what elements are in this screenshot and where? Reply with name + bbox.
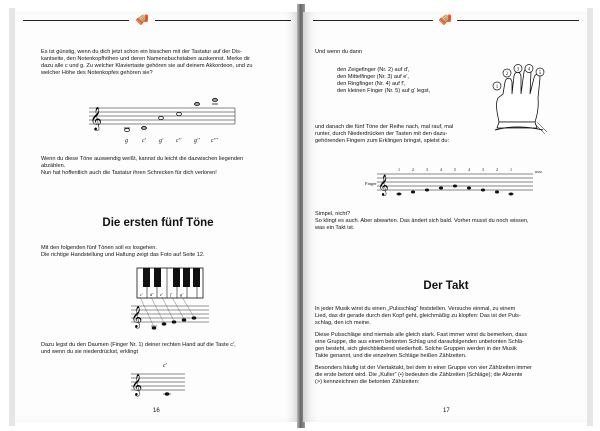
finger-number: 4 (468, 167, 470, 172)
text-line: den Zeigefinger (Nr. 2) auf d', (337, 67, 410, 73)
open-book (3, 2, 597, 428)
text-line: gen besteht, sich gleichbleibend wiederholt. Solche Gruppen werden in der Musik (315, 345, 517, 352)
puls-paragraph (315, 332, 579, 360)
header-rule-left (313, 20, 433, 21)
text-line: den kleinen Finger (Nr. 5) auf g' legst, (337, 87, 431, 94)
finger-number: 1 (495, 85, 499, 90)
after-paragraph (315, 124, 485, 145)
finger-number: 5 (454, 167, 456, 172)
text-line: schlag, den ich meine. (315, 319, 371, 326)
finger-number: 3 (426, 167, 428, 172)
text-line: Takte genannt, und die einzelnen Schläge heißen Zählzeiten. (315, 352, 467, 359)
intro-paragraph (41, 49, 291, 77)
note-label: c' (142, 138, 146, 144)
finger-number: 4 (527, 67, 531, 73)
memo-paragraph (41, 156, 291, 177)
five-tones-paragraph (41, 245, 291, 259)
key-label: c' (140, 292, 143, 297)
text-line: So klingt es auch. Aber abwarten. Das ändert sich bald. Vorher musst du noch wissen, (315, 217, 529, 224)
text-line: Diese Pulsschläge sind niemals alle gleich stark. Fast immer wirst du bemerken, dass (315, 332, 528, 338)
text-line: Lied, das dir gerade durch den Kopf geht, gleichmäßig zu klopfen: Das ist der Puls- (315, 312, 521, 319)
keyboard-diagram (131, 266, 211, 332)
note-label: g (125, 138, 128, 144)
text-line: den Ringfinger (Nr. 4) auf f', (337, 80, 406, 87)
treble-clef-icon: 𝄞 (378, 175, 389, 195)
text-line: Wenn du diese Töne auswendig weißt, kannst du leicht die dazwischen liegenden (41, 156, 244, 162)
finger-number: 3 (482, 167, 484, 172)
staff-c-note (129, 358, 189, 398)
text-line: Nun hat hoffentlich auch die Tastatur ihren Schrecken für dich verloren! (41, 169, 217, 176)
key-label: f' (170, 292, 173, 297)
finger-number: 1 (510, 167, 512, 172)
vier-paragraph (315, 365, 579, 386)
key-label: d' (150, 292, 154, 297)
accordion-icon: 🪗 (438, 13, 452, 26)
header-rule-right (155, 20, 291, 21)
treble-clef-icon: 𝄞 (131, 375, 143, 396)
text-line: welcher Höhe des Notenkopfes gehören sie? (41, 69, 153, 76)
page-number: 16 (153, 408, 160, 414)
intro-line: Und wenn du dann (315, 49, 362, 55)
finger-number: 2 (505, 72, 509, 77)
finger-number: 5 (538, 71, 542, 76)
text-line: und danach die fünf Töne der Reihe nach, mal rauf, mal (315, 124, 454, 130)
text-line: Dazu legst du den Daumen (Finger Nr. 1) deiner rechten Hand auf die Taste c', (41, 342, 236, 348)
text-line: abzählen. (41, 162, 66, 169)
note-label: c' (163, 363, 167, 369)
section-title: Die ersten fünf Töne (102, 217, 214, 229)
text-line: Die richtige Handstellung und Haltung zeigt das Foto auf Seite 12. (41, 251, 205, 258)
key-label: e' (160, 292, 163, 297)
staff-g-c-notes (87, 94, 237, 150)
text-line: In jeder Musik wirst du einen „Pulsschlag“ feststellen. Versuche einmal, zu einem (315, 306, 516, 312)
finger-number: 4 (440, 167, 442, 172)
key-label: g' (180, 292, 184, 297)
finger-list (337, 67, 487, 95)
header-rule-right (457, 20, 579, 21)
text-line: gehörenden Fingern zum Erklingen bringst, spielst du: (315, 137, 450, 144)
finger-number: 1 (398, 167, 400, 172)
simple-paragraph (315, 211, 579, 232)
page-edge-right (587, 8, 593, 426)
thumb-paragraph (41, 342, 291, 356)
text-line: Es ist günstig, wenn du dich jetzt schon ein bisschen mit der Tastatur auf der Dis- (41, 49, 242, 55)
treble-clef-icon: 𝄞 (131, 307, 143, 328)
header-rule-left (23, 20, 129, 21)
finger-number: 2 (496, 167, 498, 172)
finger-label: Finger (365, 181, 377, 186)
page-number: 17 (443, 408, 450, 414)
accordion-icon: 🪗 (135, 13, 149, 26)
usw-label: usw. (535, 169, 543, 174)
note-label: g' (159, 138, 164, 144)
treble-clef-icon: 𝄞 (90, 108, 102, 130)
finger-exercise-staff (365, 164, 555, 198)
text-line: dazu alle c und g. Zu welcher Klaviertaste gehören sie auf deinem Akkordeon, und zu (41, 62, 253, 69)
text-line: die erste betont wird. Die „Kuller“ (•) bedeuten die Zählzeiten (Schläge); die Akzente (315, 371, 523, 378)
left-page (15, 12, 299, 422)
text-line: kantseite, den Notenkopfhöhen und deren Namensbuchstaben auskennst. Merke dir (41, 55, 250, 62)
note-label: c'' (176, 138, 182, 144)
finger-number: 2 (412, 167, 414, 172)
right-page (303, 12, 587, 422)
text-line: Simpel, nicht? (315, 211, 351, 217)
hand-illustration (489, 64, 569, 136)
text-line: eine Gruppe, die aus einem betonten Schlag und daraufolgenden unbetonten Schlä- (315, 338, 524, 345)
text-line: Mit den folgenden fünf Tönen soll es losgehen. (41, 245, 157, 251)
note-label: g'' (194, 138, 200, 144)
text-line: Besonders häufig ist der Viertaktakt, bei dem in einer Gruppe von vier Zählzeiten immer (315, 365, 532, 371)
text-line: was ein Takt ist. (315, 224, 355, 231)
takt-paragraph (315, 306, 579, 327)
text-line: (>) kennzeichnen die betonten Zählzeiten: (315, 378, 420, 385)
text-line: den Mittelfinger (Nr. 3) auf e', (337, 73, 409, 80)
note-label: c''' (211, 138, 218, 144)
text-line: und wenn du sie niederdrückst, erklingt (41, 348, 139, 355)
finger-number: 3 (516, 67, 520, 73)
text-line: runter, durch Niederdrücken der Tasten mit den dazu- (315, 130, 448, 137)
section-title: Der Takt (423, 280, 469, 292)
